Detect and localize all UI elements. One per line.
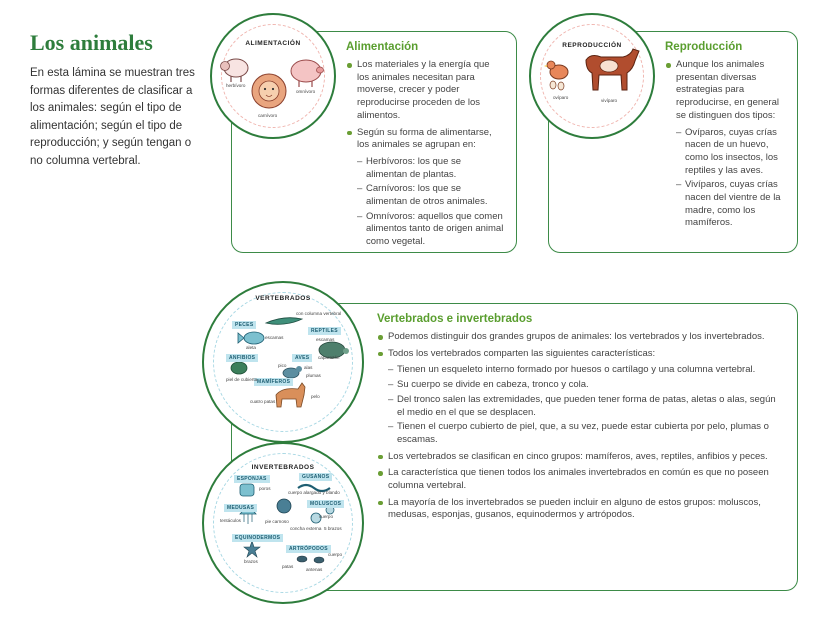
illustration-title: VERTEBRADOS [255, 295, 311, 302]
reproduccion-sub-item: – Vivíparos, cuyas crías nacen del vientre de la madre, como los mamíferos. [676, 179, 785, 230]
label-brazos-5: 5 brazos [324, 526, 342, 531]
label-patas: patas [282, 564, 294, 569]
tag-mamiferos: MAMÍFEROS [254, 378, 293, 386]
reproduction-drawing [531, 15, 653, 137]
vertebrados-bullet: Podemos distinguir dos grandes grupos de animales: los vertebrados y los invertebrados. [377, 331, 782, 344]
octopus-icon [277, 499, 291, 513]
vertebrados-sub-item: – Tienen el cuerpo cubierto de piel, que, a su vez, puede estar cubierta por pelo, plumas o escamas. [388, 421, 782, 446]
label-viviparo: vivíparo [601, 98, 618, 103]
cat-icon [276, 383, 305, 407]
vertebrados-sub-item: – Tienen un esqueleto interno formado por huesos o cartílago y una columna vertebral. [388, 364, 782, 377]
label-columna: con columna vertebral [296, 311, 342, 316]
label-antenas: antenas [306, 567, 323, 572]
label-caparazon: caparazón [318, 355, 340, 360]
tag-esponjas: ESPONJAS [234, 475, 270, 483]
label-cuatro-patas: cuatro patas [250, 399, 276, 404]
vertebrados-bullet: La característica que tienen todos los animales invertebrados en común es que no poseen columna vertebral. [377, 467, 782, 492]
illustration-title: INVERTEBRADOS [251, 464, 315, 471]
reproduccion-content [665, 59, 785, 234]
animals-drawing [212, 15, 334, 137]
insect-icon [297, 556, 324, 563]
alimentacion-bullet [346, 127, 504, 249]
label-plumas: plumas [306, 373, 321, 378]
label-cuerpo: cuerpo [319, 514, 334, 519]
tag-equinodermos: EQUINODERMOS [232, 534, 283, 542]
tag-peces: PECES [232, 321, 256, 329]
tag-reptiles: REPTILES [308, 327, 341, 335]
label-concha: concha externa [290, 526, 322, 531]
lizard-icon [266, 318, 302, 325]
page-title: Los animales [30, 30, 153, 55]
vertebrados-bullet: Los vertebrados se clasifican en cinco grupos: mamíferos, aves, reptiles, anfibios y peces. [377, 451, 782, 464]
vertebrados-sub-item: – Del tronco salen las extremidades, que pueden tener forma de patas, aletas o alas, según el medio en el que se desplacen. [388, 394, 782, 419]
alimentacion-sub-item: – Omnívoros: aquellos que comen alimentos tanto de origen animal como vegetal. [357, 211, 504, 249]
label-escamas: escamas [316, 337, 335, 342]
label-cuerpo-alargado: cuerpo alargado y blando [288, 490, 340, 495]
alimentacion-heading: Alimentación [346, 41, 419, 53]
lion-icon [252, 74, 286, 108]
alimentacion-sub-item: – Carnívoros: los que se alimentan de otros animales. [357, 183, 504, 208]
sheep-icon [221, 59, 249, 82]
label-cuerpo: cuerpo [328, 552, 343, 557]
alimentacion-sub-item: – Herbívoros: los que se alimentan de plantas. [357, 156, 504, 181]
label-brazos: brazos [244, 559, 258, 564]
tag-aves: AVES [292, 354, 312, 362]
fish-icon [238, 332, 264, 344]
tag-moluscos: MOLUSCOS [307, 500, 344, 508]
vertebrados-bullet-text: Todos los vertebrados comparten las siguientes características: [388, 347, 656, 359]
sponge-icon [240, 484, 254, 496]
alimentacion-illustration [210, 13, 336, 139]
tag-gusanos: GUSANOS [299, 473, 332, 481]
label-omnivoro: omnívoro [296, 89, 316, 94]
tag-anfibios: ANFIBIOS [226, 354, 258, 362]
pig-icon [291, 60, 324, 87]
label-poros: poros [259, 486, 271, 491]
vertebrates-drawing [204, 283, 362, 441]
label-pelo: pelo [311, 394, 320, 399]
alimentacion-content [346, 59, 504, 253]
label-carnivoro: carnívoro [258, 113, 278, 118]
reproduccion-sub-item: – Ovíparos, cuyas crías nacen de un huevo, como los insectos, los reptiles y las aves. [676, 127, 785, 178]
vertebrados-illustration [202, 281, 364, 443]
reproduccion-bullet [665, 59, 785, 230]
label-tentaculos: tentáculos [220, 518, 241, 523]
label-pico: pico [278, 363, 287, 368]
label-herbivoro: herbívoro [226, 83, 246, 88]
vertebrados-content [377, 331, 782, 526]
label-aleta: aleta [246, 345, 256, 350]
starfish-icon [244, 541, 260, 557]
label-escamas: escamas [265, 335, 284, 340]
label-piel: piel de cubierta [226, 377, 258, 382]
alimentacion-bullet-text: Según su forma de alimentarse, los animales se agrupan en: [357, 126, 492, 151]
intro-text: En esta lámina se muestran tres formas diferentes de clasificar a los animales: según el tipo de alimentación; según el tipo de reproducción; y según tengan o no columna vertebral. [30, 67, 195, 167]
tag-artropodos: ARTRÓPODOS [286, 545, 331, 553]
frog-icon [231, 362, 247, 374]
reproduccion-bullet-text: Aunque los animales presentan diversas estrategias para reproducirse, en general se distinguen dos tipos: [676, 59, 779, 121]
illustration-title: REPRODUCCIÓN [562, 42, 622, 49]
reproduccion-illustration [529, 13, 655, 139]
illustration-title: ALIMENTACIÓN [245, 40, 301, 47]
tag-medusas: MEDUSAS [224, 504, 257, 512]
vertebrados-heading: Vertebrados e invertebrados [377, 313, 533, 325]
label-pie-carnoso: pie carnoso [265, 519, 289, 524]
alimentacion-bullet: Los materiales y la energía que los animales necesitan para moverse, crecer y poder reproducirse proceden de los alimentos. [346, 59, 504, 123]
vertebrados-bullet [377, 348, 782, 447]
vertebrados-sub-item: – Su cuerpo se divide en cabeza, tronco y cola. [388, 379, 782, 392]
reproduccion-heading: Reproducción [665, 41, 743, 53]
hen-icon [544, 61, 568, 90]
invertebrados-illustration [202, 442, 364, 604]
vertebrados-bullet: La mayoría de los invertebrados se pueden incluir en alguno de estos grupos: moluscos, medusas, esponjas, gusanos, equinodermos y artrópodos. [377, 497, 782, 522]
label-alas: alas [304, 365, 313, 370]
label-oviparo: ovíparo [553, 95, 569, 100]
horse-icon [586, 49, 639, 90]
